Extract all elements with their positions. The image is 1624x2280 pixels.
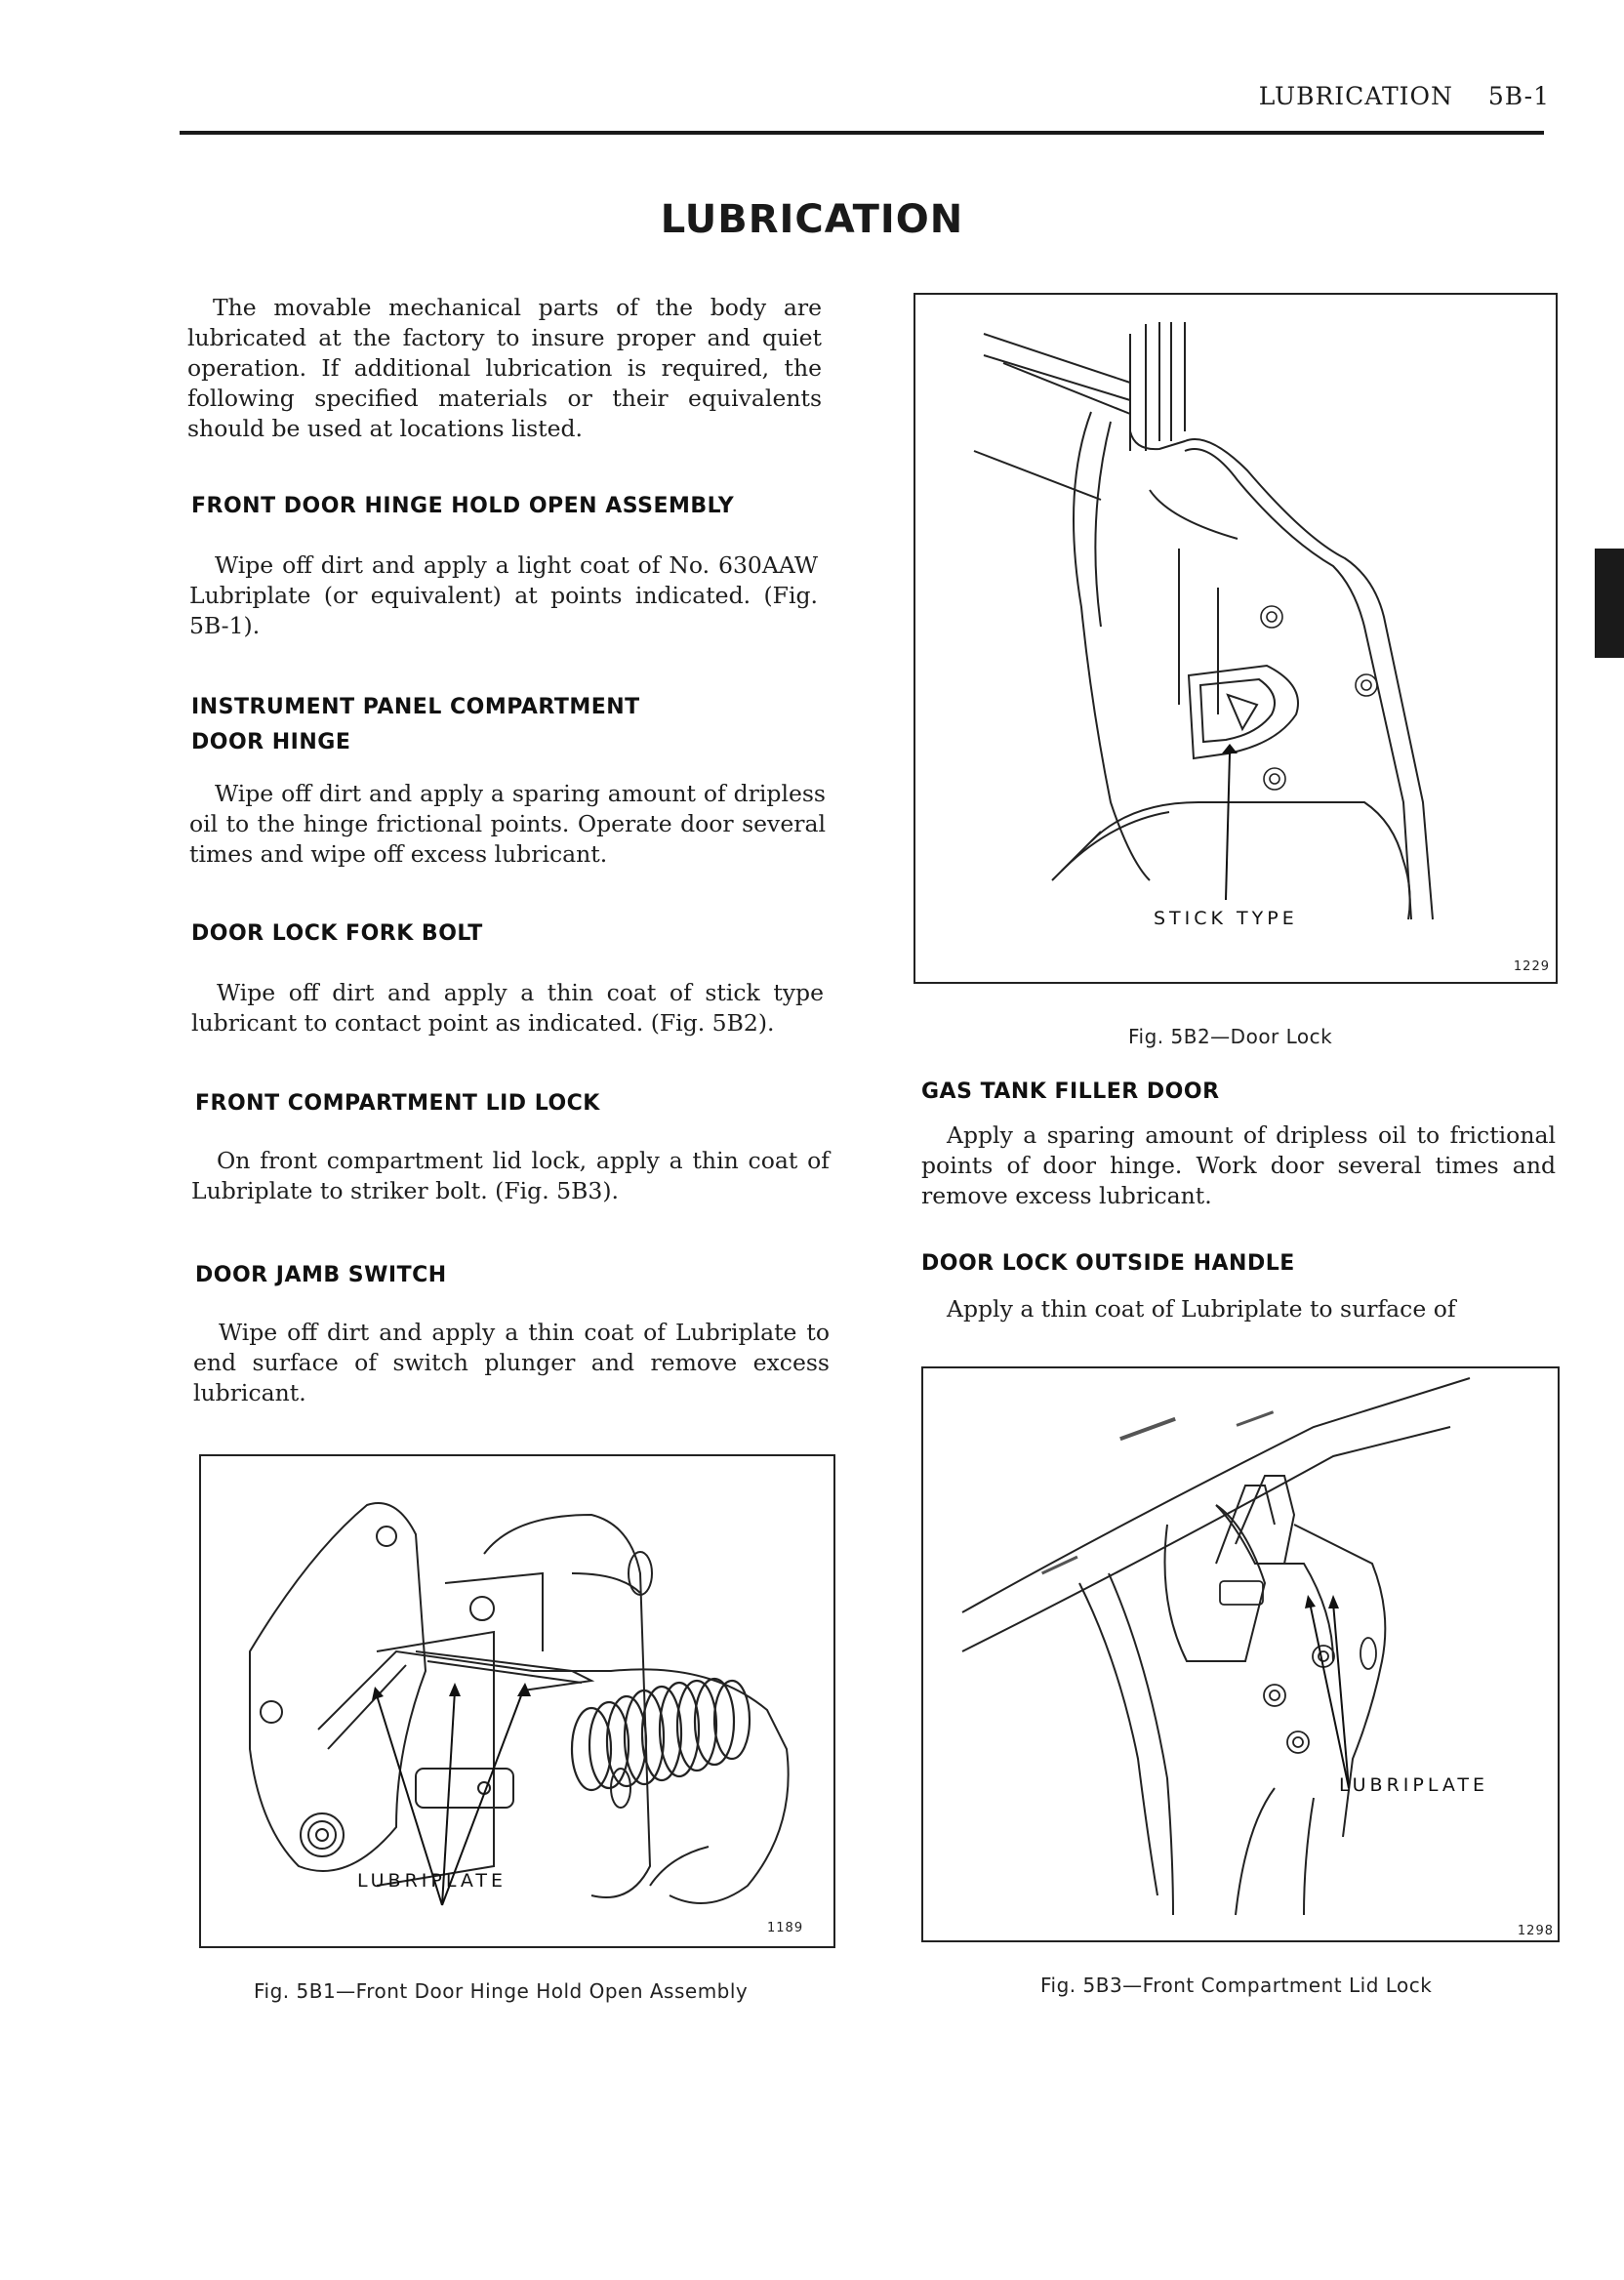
section-heading: FRONT DOOR HINGE HOLD OPEN ASSEMBLY bbox=[191, 494, 735, 518]
section-heading: INSTRUMENT PANEL COMPARTMENT bbox=[191, 695, 640, 719]
page-title: LUBRICATION bbox=[660, 197, 964, 242]
section-body: Apply a sparing amount of dripless oil to frictional points of door hinge. Work door several times and remove excess lubricant. bbox=[921, 1121, 1556, 1209]
figure-number: 1229 bbox=[1513, 959, 1550, 974]
running-header-section: LUBRICATION bbox=[1258, 82, 1453, 110]
section-body: Wipe off dirt and apply a sparing amount of dripless oil to the hinge frictional points. Operate door several times and wipe off excess lubricant. bbox=[189, 780, 826, 868]
section-heading: GAS TANK FILLER DOOR bbox=[921, 1079, 1220, 1104]
figure-caption: Fig. 5B1—Front Door Hinge Hold Open Assembly bbox=[254, 1979, 749, 2003]
figure-lid-lock bbox=[921, 1366, 1560, 1942]
lid-lock-illustration bbox=[923, 1368, 1558, 1940]
figure-number: 1298 bbox=[1517, 1924, 1554, 1938]
running-header bbox=[1259, 82, 1550, 110]
intro-paragraph: The movable mechanical parts of the body are lubricated at the factory to insure proper and quiet operation. If additional lubrication is required, the following specified materials or their equivalents should be used at locations listed. bbox=[187, 294, 822, 442]
hinge-illustration bbox=[201, 1456, 833, 1946]
figure-callout: STICK TYPE bbox=[1154, 908, 1298, 929]
section-heading: DOOR LOCK OUTSIDE HANDLE bbox=[921, 1251, 1295, 1276]
door-lock-illustration bbox=[915, 295, 1556, 982]
figure-caption: Fig. 5B3—Front Compartment Lid Lock bbox=[1040, 1974, 1433, 1997]
section-body: Apply a thin coat of Lubriplate to surface of bbox=[947, 1295, 1456, 1323]
figure-number: 1189 bbox=[767, 1921, 804, 1935]
figure-caption: Fig. 5B2—Door Lock bbox=[1128, 1025, 1333, 1048]
section-heading: FRONT COMPARTMENT LID LOCK bbox=[195, 1091, 600, 1116]
section-body: Wipe off dirt and apply a light coat of No. 630AAW Lubriplate (or equivalent) at points indicated. (Fig. 5B-1). bbox=[189, 551, 818, 639]
figure-callout: LUBRIPLATE bbox=[357, 1870, 507, 1892]
page-number: 5B-1 bbox=[1487, 82, 1550, 110]
header-rule bbox=[180, 131, 1544, 135]
figure-door-lock bbox=[914, 293, 1558, 984]
figure-callout: LUBRIPLATE bbox=[1339, 1774, 1488, 1796]
section-body: On front compartment lid lock, apply a thin coat of Lubriplate to striker bolt. (Fig. 5B3). bbox=[191, 1147, 830, 1204]
section-heading: DOOR JAMB SWITCH bbox=[195, 1263, 447, 1287]
section-body: Wipe off dirt and apply a thin coat of Lubriplate to end surface of switch plunger and remove excess lubricant. bbox=[193, 1319, 830, 1406]
section-thumb-tab bbox=[1595, 549, 1624, 658]
figure-hinge-assembly bbox=[199, 1454, 835, 1948]
section-heading-line2: DOOR HINGE bbox=[191, 730, 351, 754]
section-heading: DOOR LOCK FORK BOLT bbox=[191, 921, 483, 946]
section-body: Wipe off dirt and apply a thin coat of stick type lubricant to contact point as indicated. (Fig. 5B2). bbox=[191, 979, 824, 1037]
